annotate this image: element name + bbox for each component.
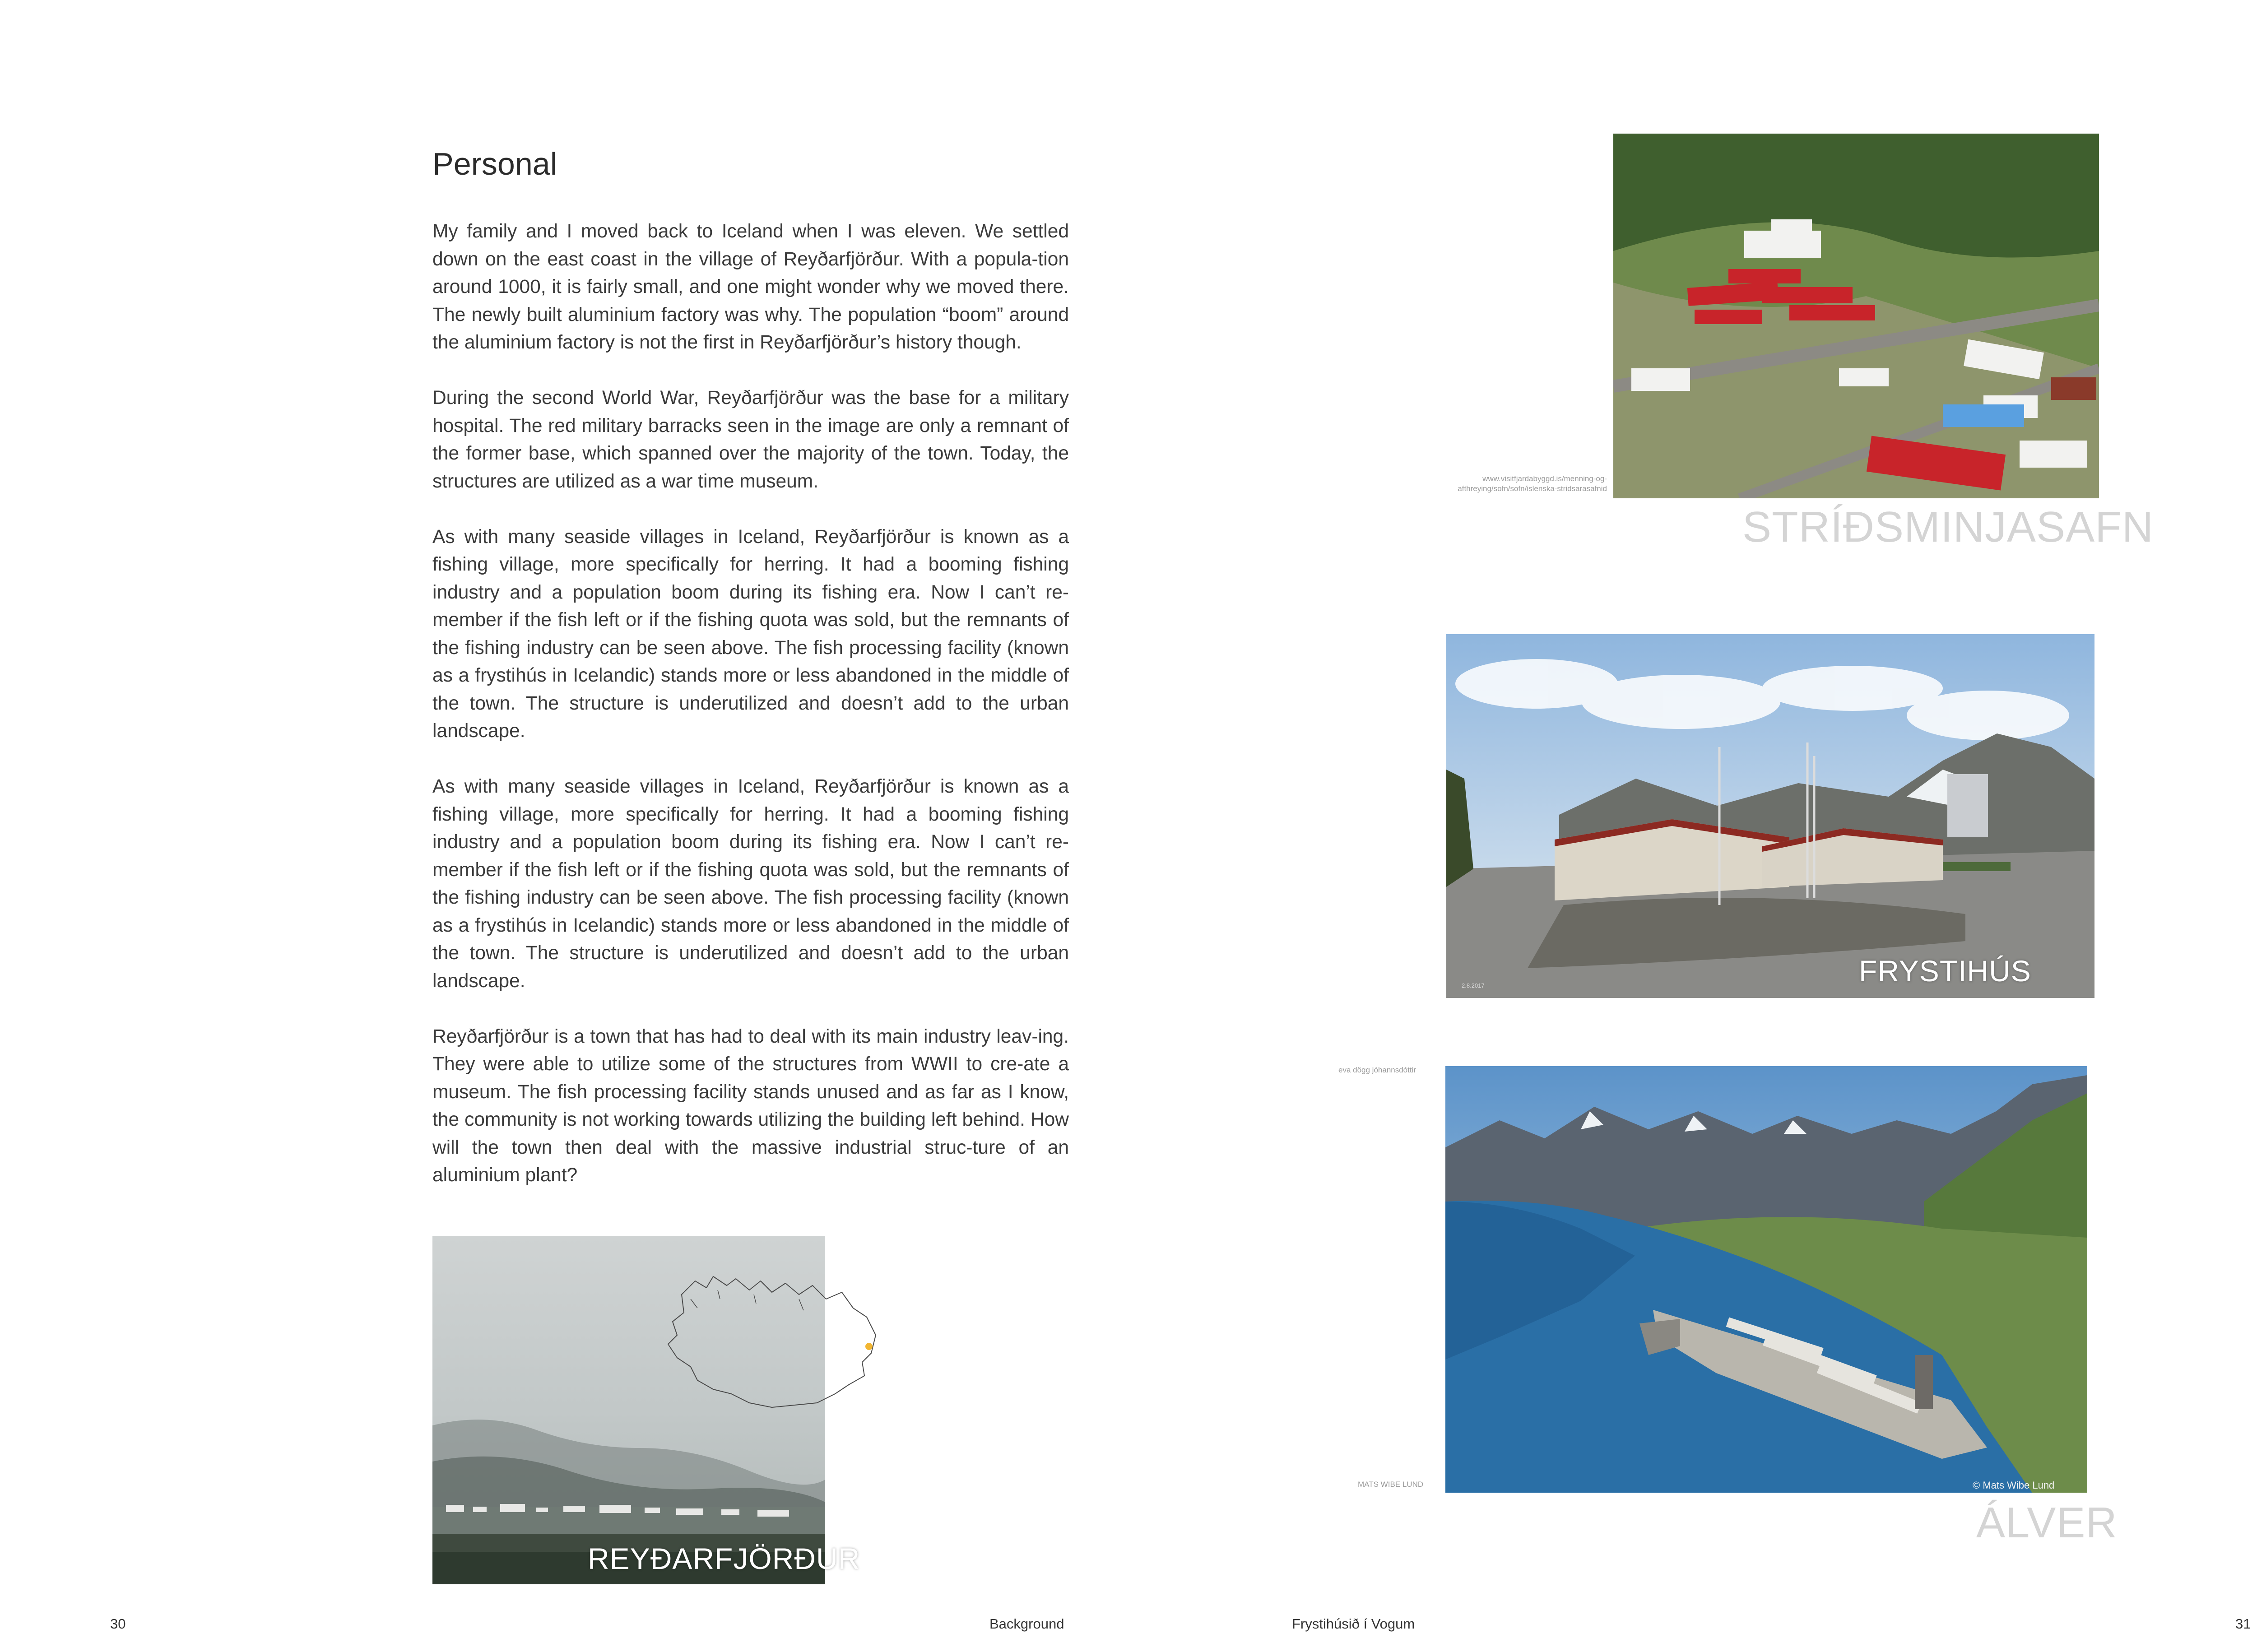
stridsminjasafn-credit-line-1: www.visitfjardabyggd.is/menning-og-	[1482, 474, 1607, 483]
alver-credit-top: eva dögg jóhannsdóttir	[1338, 1066, 1416, 1074]
alver-photo	[1445, 1066, 2087, 1493]
stridsminjasafn-credit	[1381, 474, 1607, 494]
page-heading: Personal	[432, 146, 557, 181]
frystihus-label: FRYSTIHÚS	[1859, 954, 2031, 988]
paragraph-1: My family and I moved back to Iceland when I was eleven. We settled down on the east coast in the village of Reyðarfjörður. With a popula-tion around 1000, it is fairly small, and one might wonder why we moved there. The newly built aluminium factory was why. The population “boom” around the aluminium factory is not the first in Reyðarfjörður’s history though.	[432, 221, 1069, 353]
right-page-number: 31	[2235, 1616, 2251, 1632]
frystihus-date: 2.8.2017	[1462, 982, 1485, 989]
frystihus-photo	[1446, 634, 2094, 998]
alver-credit-left: MATS WIBE LUND	[1358, 1480, 1424, 1489]
stridsminjasafn-credit-line-2: afthreying/sofn/sofn/islenska-stridsarasafnid	[1458, 484, 1607, 493]
alver-label: ÁLVER	[1976, 1499, 2118, 1547]
paragraph-3: As with many seaside villages in Iceland, Reyðarfjörður is known as a fishing village, more specifically for herring. It had a booming fishing industry and a population boom during its fishing era. Now I can’t re-member if the fish left or if the fishing quota was sold, but the remnants of the fishing industry can be seen above. The fish processing facility (known as a frystihús in Icelandic) stands more or less abandoned in the middle of the town. The structure is underutilized and doesn’t add to the urban landscape.	[432, 526, 1069, 742]
stridsminjasafn-photo	[1613, 134, 2099, 498]
iceland-map	[664, 1267, 885, 1416]
body-text	[432, 218, 1069, 1189]
right-running-title: Frystihúsið í Vogum	[1292, 1616, 1415, 1632]
paragraph-4: As with many seaside villages in Iceland, Reyðarfjörður is known as a fishing village, more specifically for herring. It had a booming fishing industry and a population boom during its fishing era. Now I can’t re-member if the fish left or if the fishing quota was sold, but the remnants of the fishing industry can be seen above. The fish processing facility (known as a frystihús in Icelandic) stands more or less abandoned in the middle of the town. The structure is underutilized and doesn’t add to the urban landscape.	[432, 776, 1069, 992]
reydarfjordur-caption: REYÐARFJÖRÐUR	[588, 1542, 860, 1575]
stridsminjasafn-label: STRÍÐSMINJASAFN	[1742, 503, 2154, 551]
paragraph-5: Reyðarfjörður is a town that has had to deal with its main industry leav-ing. They were able to utilize some of the structures from WWII to cre-ate a museum. The fish processing facility stands unused and as far as I know, the community is not working towards utilizing the building left behind. How will the town then deal with the massive industrial struc-ture of an aluminium plant?	[432, 1026, 1069, 1186]
alver-copyright: © Mats Wibe Lund	[1973, 1480, 2055, 1491]
paragraph-2: During the second World War, Reyðarfjörður was the base for a military hospital. The red military barracks seen in the image are only a remnant of the former base, which spanned over the majority of the town. Today, the structures are utilized as a war time museum.	[432, 387, 1069, 492]
left-page-number: 30	[110, 1616, 126, 1632]
reydarfjordur-location-marker	[865, 1343, 873, 1350]
left-section-title: Background	[989, 1616, 1064, 1632]
